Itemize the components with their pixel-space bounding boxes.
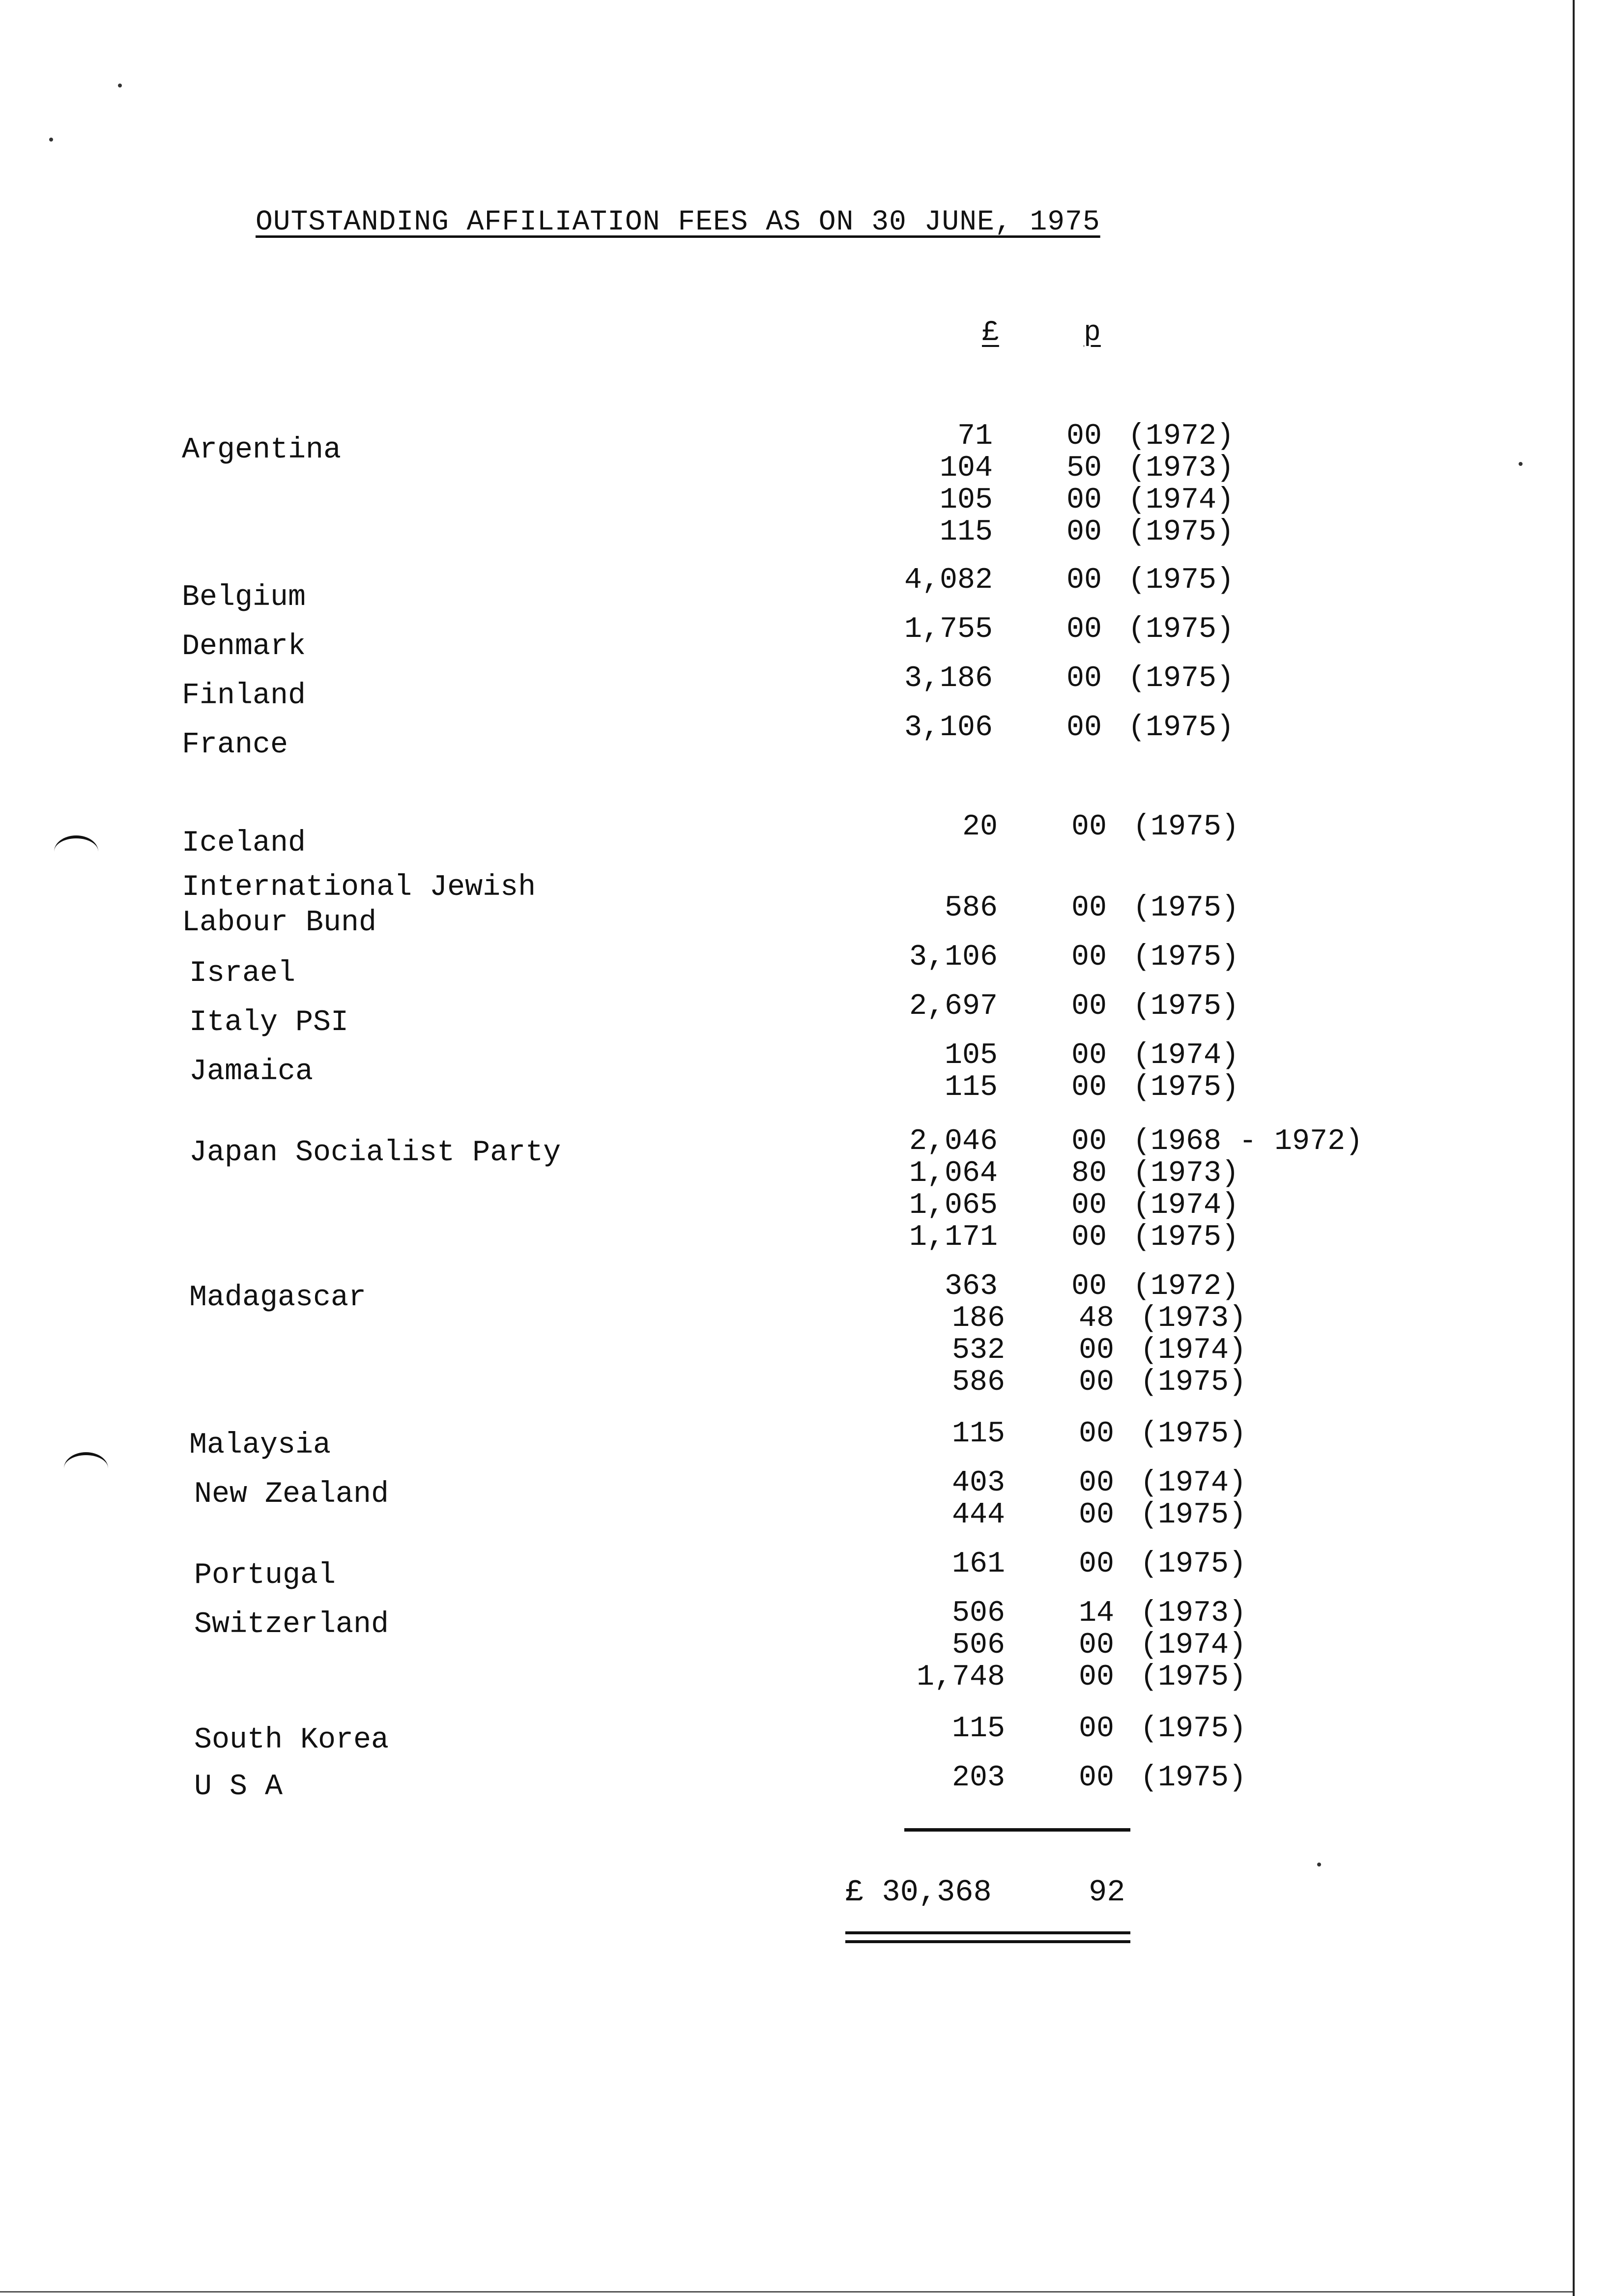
fee-year: (1973) — [1140, 1597, 1247, 1630]
amount-pounds: 2,697 — [909, 990, 998, 1023]
fee-year: (1975) — [1133, 891, 1239, 925]
fee-year: (1975) — [1140, 1417, 1247, 1451]
amount-pounds: 115 — [944, 1071, 998, 1104]
amount-pence: 00 — [1071, 810, 1107, 844]
amount-pence: 00 — [1079, 1366, 1115, 1399]
fee-year: (1975) — [1128, 613, 1235, 646]
amount-pounds: 444 — [951, 1498, 1005, 1532]
amount-pence: 00 — [1071, 891, 1107, 925]
amount-pounds: 20 — [962, 810, 998, 844]
amount-pounds: 1,755 — [904, 613, 993, 646]
amount-pence: 80 — [1071, 1157, 1107, 1190]
hole-punch-mark — [54, 835, 98, 868]
amount-pence: 00 — [1079, 1661, 1115, 1694]
amount-pounds: 1,065 — [909, 1189, 998, 1222]
speck — [49, 138, 53, 142]
amount-pounds: 1,171 — [909, 1221, 998, 1254]
fee-year: (1973) — [1128, 452, 1235, 485]
fee-year: (1975) — [1140, 1661, 1247, 1694]
country-name: Switzerland — [194, 1608, 389, 1641]
fee-year: (1975) — [1133, 810, 1239, 844]
pounds-column-header: £ — [982, 317, 999, 349]
amount-pence: 00 — [1066, 516, 1102, 549]
country-name: Italy PSI — [189, 1006, 349, 1039]
amount-pounds: 115 — [939, 516, 993, 549]
fee-year: (1974) — [1128, 484, 1235, 517]
country-name: Madagascar — [189, 1281, 367, 1315]
amount-pounds: 203 — [951, 1761, 1005, 1795]
country-name: France — [182, 728, 288, 762]
amount-pence: 00 — [1079, 1466, 1115, 1500]
country-name: New Zealand — [194, 1478, 389, 1511]
hole-punch-mark — [64, 1452, 108, 1485]
amount-pence: 00 — [1066, 484, 1102, 517]
fee-year: (1975) — [1133, 941, 1239, 974]
amount-pounds: 3,106 — [909, 941, 998, 974]
amount-pence: 00 — [1071, 1189, 1107, 1222]
fee-year: (1973) — [1133, 1157, 1239, 1190]
fee-year: (1975) — [1140, 1761, 1247, 1795]
amount-pounds: 104 — [939, 452, 993, 485]
fee-year: (1974) — [1140, 1629, 1247, 1662]
country-name: Israel — [189, 957, 296, 990]
amount-pounds: 3,186 — [904, 662, 993, 695]
country-name: Finland — [182, 679, 306, 713]
country-name: Iceland — [182, 827, 306, 860]
fee-year: (1975) — [1133, 1071, 1239, 1104]
amount-pence: 00 — [1066, 564, 1102, 597]
fee-year: (1975) — [1128, 564, 1235, 597]
amount-pence: 00 — [1071, 1125, 1107, 1158]
amount-pounds: 4,082 — [904, 564, 993, 597]
sum-rule — [904, 1828, 1130, 1832]
amount-pence: 00 — [1066, 662, 1102, 695]
pence-column-header: p — [1084, 317, 1101, 349]
amount-pounds: 115 — [951, 1417, 1005, 1451]
fee-year: (1975) — [1140, 1712, 1247, 1746]
country-name: South Korea — [194, 1723, 389, 1757]
fee-year: (1975) — [1128, 516, 1235, 549]
amount-pence: 00 — [1079, 1417, 1115, 1451]
fee-year: (1975) — [1128, 662, 1235, 695]
fee-year: (1974) — [1133, 1039, 1239, 1072]
amount-pounds: 506 — [951, 1629, 1005, 1662]
fee-year: (1975) — [1140, 1366, 1247, 1399]
amount-pence: 00 — [1079, 1629, 1115, 1662]
fee-year: (1975) — [1133, 990, 1239, 1023]
amount-pence: 14 — [1079, 1597, 1115, 1630]
amount-pence: 00 — [1071, 1221, 1107, 1254]
fee-year: (1975) — [1140, 1498, 1247, 1532]
amount-pence: 00 — [1066, 711, 1102, 745]
country-name: Argentina — [182, 433, 342, 467]
amount-pounds: 71 — [957, 420, 993, 453]
amount-pence: 00 — [1071, 1071, 1107, 1104]
fee-year: (1974) — [1133, 1189, 1239, 1222]
country-name: Malaysia — [189, 1429, 331, 1462]
amount-pounds: 1,064 — [909, 1157, 998, 1190]
fee-year: (1975) — [1128, 711, 1235, 745]
fee-year: (1975) — [1133, 1221, 1239, 1254]
amount-pounds: 586 — [951, 1366, 1005, 1399]
country-name: Jamaica — [189, 1055, 314, 1089]
country-name: Denmark — [182, 630, 306, 663]
amount-pence: 00 — [1079, 1334, 1115, 1367]
speck — [1519, 462, 1523, 466]
amount-pounds: 186 — [951, 1302, 1005, 1335]
country-name: Japan Socialist Party — [189, 1136, 561, 1170]
amount-pence: 00 — [1079, 1712, 1115, 1746]
total-double-rule-bottom — [845, 1940, 1130, 1943]
document-title: OUTSTANDING AFFILIATION FEES AS ON 30 JUNE, 1975 — [256, 206, 1100, 238]
total-pounds: £ 30,368 — [845, 1875, 992, 1910]
amount-pence: 00 — [1079, 1761, 1115, 1795]
page-edge-right — [1573, 0, 1575, 2296]
amount-pence: 00 — [1071, 1039, 1107, 1072]
amount-pence: 48 — [1079, 1302, 1115, 1335]
speck — [118, 84, 122, 87]
fee-year: (1974) — [1140, 1466, 1247, 1500]
amount-pence: 00 — [1071, 941, 1107, 974]
fee-year: (1975) — [1140, 1548, 1247, 1581]
amount-pounds: 363 — [944, 1270, 998, 1303]
speck — [1317, 1863, 1321, 1866]
amount-pounds: 1,748 — [916, 1661, 1005, 1694]
amount-pence: 00 — [1066, 420, 1102, 453]
amount-pence: 00 — [1066, 613, 1102, 646]
total-double-rule-top — [845, 1931, 1130, 1934]
amount-pounds: 105 — [939, 484, 993, 517]
country-name: International Jewish Labour Bund — [182, 871, 536, 940]
fee-year: (1974) — [1140, 1334, 1247, 1367]
amount-pounds: 506 — [951, 1597, 1005, 1630]
page-edge-bottom — [0, 2291, 1573, 2293]
country-name: Belgium — [182, 581, 306, 614]
fee-year: (1973) — [1140, 1302, 1247, 1335]
total-pence: 92 — [1089, 1875, 1125, 1910]
country-name: Portugal — [194, 1559, 336, 1592]
amount-pence: 00 — [1079, 1548, 1115, 1581]
amount-pounds: 3,106 — [904, 711, 993, 745]
amount-pounds: 586 — [944, 891, 998, 925]
fee-year: (1972) — [1133, 1270, 1239, 1303]
amount-pounds: 532 — [951, 1334, 1005, 1367]
fee-year: (1972) — [1128, 420, 1235, 453]
fee-year: (1968 - 1972) — [1133, 1125, 1363, 1158]
amount-pounds: 115 — [951, 1712, 1005, 1746]
amount-pounds: 403 — [951, 1466, 1005, 1500]
amount-pounds: 2,046 — [909, 1125, 998, 1158]
amount-pounds: 105 — [944, 1039, 998, 1072]
country-name: U S A — [194, 1770, 283, 1804]
amount-pence: 00 — [1079, 1498, 1115, 1532]
amount-pence: 00 — [1071, 990, 1107, 1023]
amount-pence: 50 — [1066, 452, 1102, 485]
amount-pounds: 161 — [951, 1548, 1005, 1581]
amount-pence: 00 — [1071, 1270, 1107, 1303]
